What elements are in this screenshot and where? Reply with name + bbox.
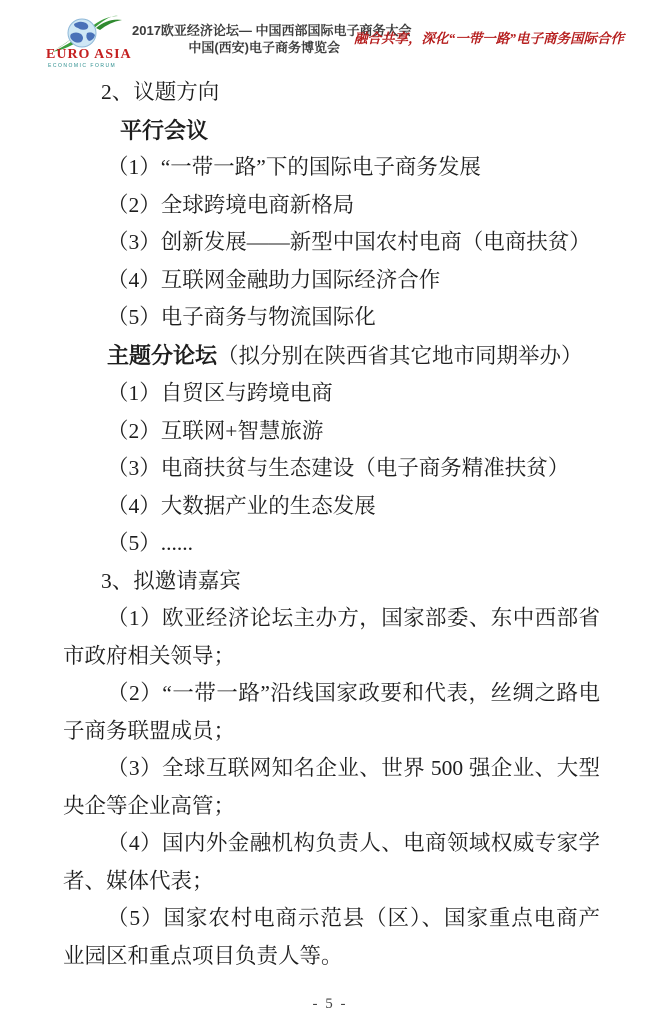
conference-title-block	[132, 22, 412, 56]
guest-item: （4）国内外金融机构负责人、电商领域权威专家学者、媒体代表；	[63, 831, 600, 893]
euro-asia-logo	[44, 14, 134, 70]
conference-title-line2: 中国(西安)电子商务博览会	[188, 40, 340, 55]
section-3-heading: 3、拟邀请嘉宾	[101, 568, 241, 593]
section-2-heading: 2、议题方向	[101, 80, 220, 104]
page-header	[0, 12, 660, 74]
parallel-item: （4）互联网金融助力国际经济合作	[107, 267, 441, 292]
parallel-sessions-heading: 平行会议	[120, 117, 209, 143]
logo-wordmark: EURO ASIA	[46, 47, 132, 62]
page-footer	[0, 996, 660, 1013]
header-slogan: 融合共享，深化“一带一路”电子商务国际合作	[354, 31, 624, 46]
theme-forum-heading	[63, 337, 600, 376]
theme-forum-heading-note: （拟分别在陕西省其它地市同期举办）	[217, 343, 583, 368]
forum-item: （1）自贸区与跨境电商	[107, 381, 333, 405]
document-body	[63, 74, 600, 975]
forum-item: （5）......	[107, 531, 194, 555]
guest-item: （1）欧亚经济论坛主办方，国家部委、东中西部省市政府相关领导；	[63, 606, 600, 668]
logo-subtitle: ECONOMIC FORUM	[48, 63, 117, 69]
guest-item: （2）“一带一路”沿线国家政要和代表，丝绸之路电子商务联盟成员；	[63, 681, 600, 743]
theme-forum-heading-bold: 主题分论坛	[107, 342, 218, 368]
parallel-item: （2）全球跨境电商新格局	[107, 192, 355, 217]
conference-title-line1: 2017欧亚经济论坛— 中国西部国际电子商务大会	[132, 23, 412, 38]
guest-item: （3）全球互联网知名企业、世界 500 强企业、大型央企等企业高管；	[63, 756, 600, 818]
parallel-item: （1）“一带一路”下的国际电子商务发展	[107, 155, 481, 179]
forum-item: （3）电商扶贫与生态建设（电子商务精准扶贫）	[107, 456, 570, 480]
page-number: - 5 -	[312, 996, 348, 1012]
forum-item: （4）大数据产业的生态发展	[107, 493, 376, 518]
guest-item: （5）国家农村电商示范县（区）、国家重点电商产业园区和重点项目负责人等。	[63, 906, 600, 968]
parallel-item: （5）电子商务与物流国际化	[107, 305, 376, 329]
parallel-item: （3）创新发展——新型中国农村电商（电商扶贫）	[107, 230, 591, 254]
forum-item: （2）互联网+智慧旅游	[107, 418, 324, 443]
